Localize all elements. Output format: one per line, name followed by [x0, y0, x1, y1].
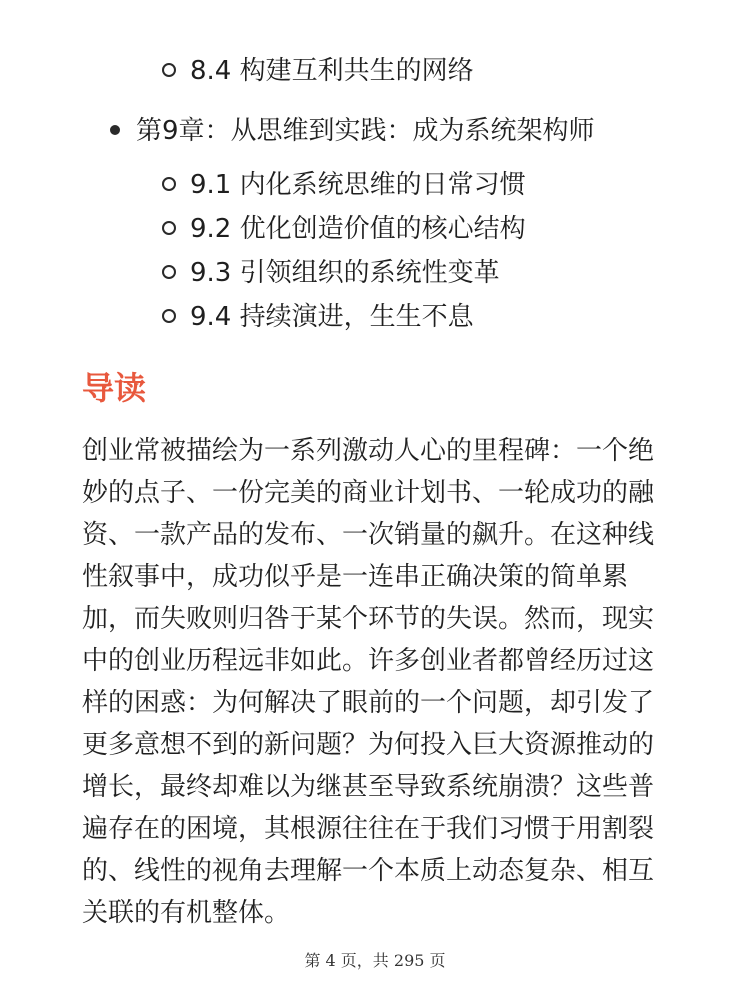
- body-line: 创业常被描绘为一系列激动人心的里程碑：一个绝: [82, 436, 655, 466]
- hollow-circle-bullet-icon: [162, 265, 176, 279]
- hollow-circle-bullet-icon: [162, 177, 176, 191]
- toc-chapter-9: [110, 112, 595, 150]
- hollow-circle-bullet-icon: [162, 221, 176, 235]
- body-line: 中的创业历程远非如此。许多创业者都曾经历过这: [82, 646, 655, 676]
- body-line: 加，而失败则归咎于某个环节的失误。然而，现实: [82, 604, 655, 634]
- body-line: 更多意想不到的新问题？为何投入巨大资源推动的: [82, 730, 655, 760]
- toc-sub-item-8-4: [162, 53, 474, 89]
- toc-sub-item-9-2: [162, 211, 526, 247]
- body-line: 妙的点子、一份完美的商业计划书、一轮成功的融: [82, 478, 655, 508]
- hollow-circle-bullet-icon: [162, 309, 176, 323]
- toc-sub-item-9-1: [162, 167, 526, 203]
- toc-sub-item-9-3: [162, 255, 500, 291]
- section-heading: 导读: [82, 369, 147, 407]
- body-line: 样的困惑：为何解决了眼前的一个问题，却引发了: [82, 688, 655, 718]
- body-line: 资、一款产品的发布、一次销量的飙升。在这种线: [82, 520, 655, 550]
- body-line: 遍存在的困境，其根源往往在于我们习惯于用割裂: [82, 814, 655, 844]
- toc-sub-item-label: 9.1 内化系统思维的日常习惯: [190, 170, 526, 200]
- hollow-circle-bullet-icon: [162, 63, 176, 77]
- page-number-footer: 第 4 页，共 295 页: [304, 951, 446, 970]
- body-line: 的、线性的视角去理解一个本质上动态复杂、相互: [82, 856, 655, 886]
- toc-chapter-label: 第9章：从思维到实践：成为系统架构师: [136, 116, 595, 146]
- body-line: 增长，最终却难以为继甚至导致系统崩溃？这些普: [82, 772, 655, 802]
- body-paragraph: [82, 430, 672, 934]
- toc-sub-item-label: 8.4 构建互利共生的网络: [190, 56, 474, 86]
- toc-sub-item-label: 9.4 持续演进，生生不息: [190, 302, 474, 332]
- toc-sub-item-9-4: [162, 299, 474, 335]
- toc-sub-item-label: 9.2 优化创造价值的核心结构: [190, 214, 526, 244]
- body-line: 关联的有机整体。: [82, 898, 291, 928]
- toc-sub-item-label: 9.3 引领组织的系统性变革: [190, 258, 500, 288]
- filled-circle-bullet-icon: [110, 125, 120, 135]
- body-line: 性叙事中，成功似乎是一连串正确决策的简单累: [82, 562, 629, 592]
